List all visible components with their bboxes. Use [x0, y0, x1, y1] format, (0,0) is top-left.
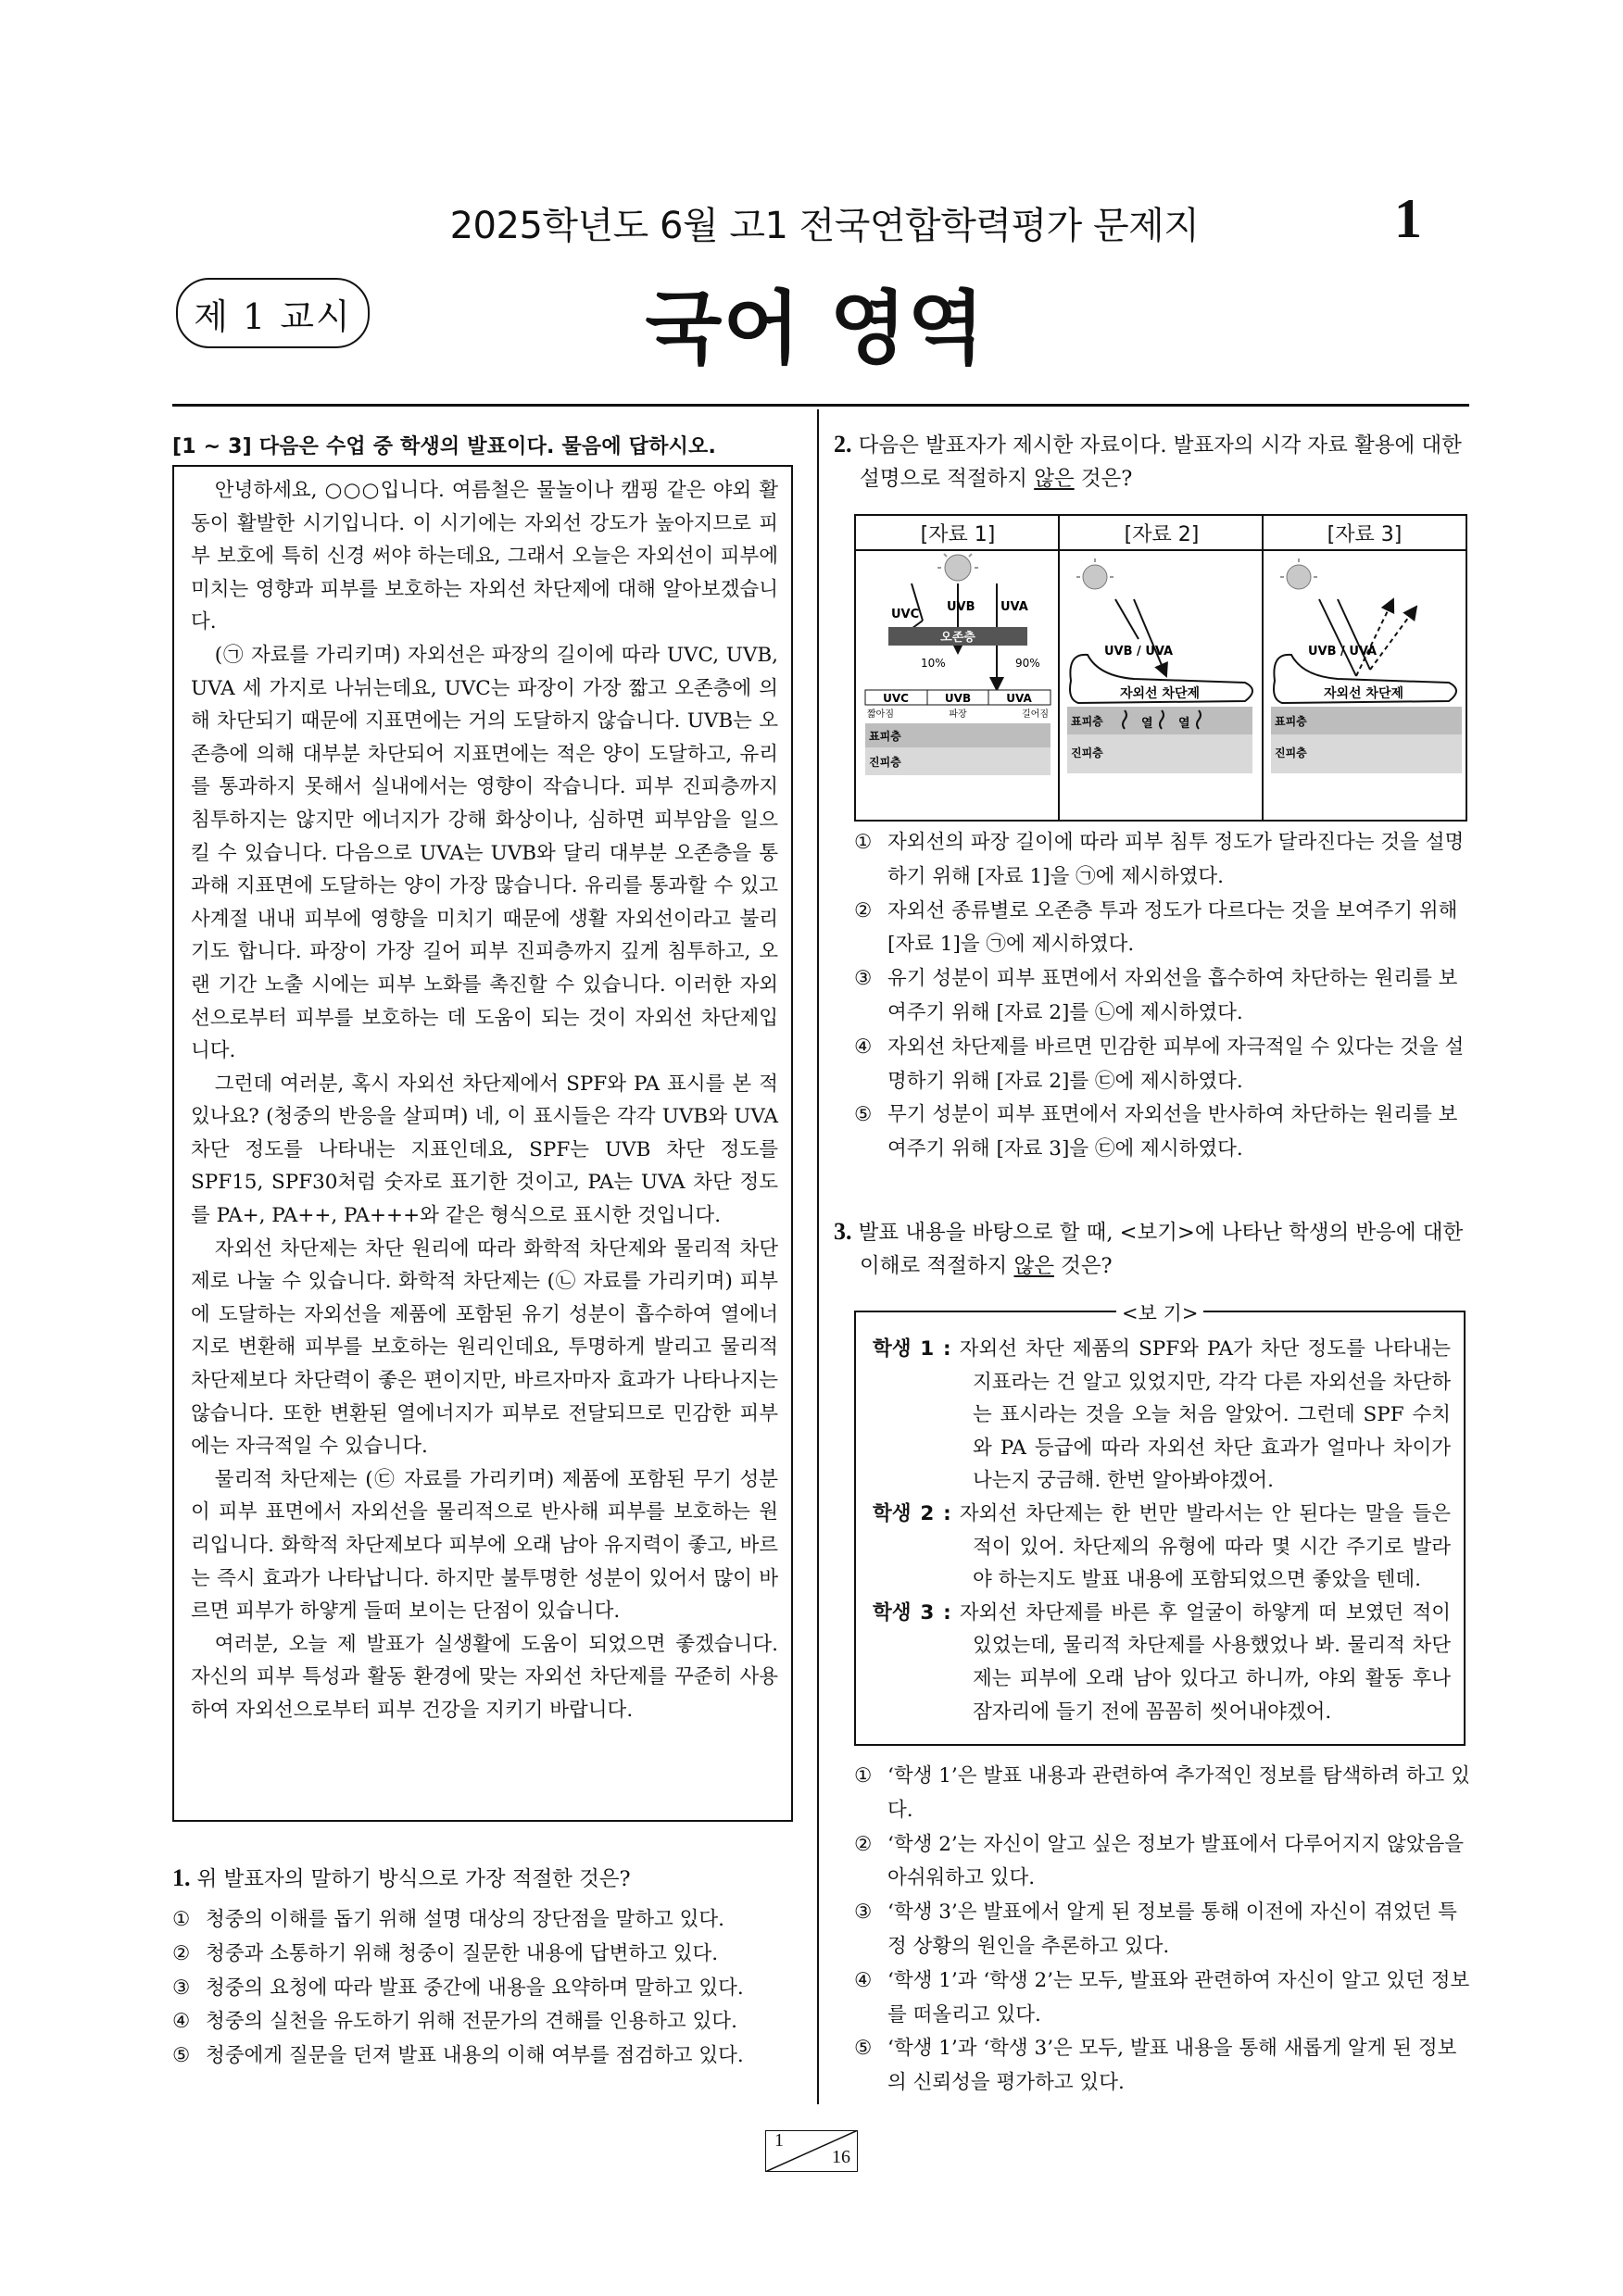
- choice-3[interactable]: [172, 1972, 812, 2006]
- choice-text: ‘학생 1’과 ‘학생 2’는 모두, 발표와 관련하여 자신이 알고 있던 정보를 떠올리고 있다.: [887, 1968, 1470, 2026]
- exam-title: 2025학년도 6월 고1 전국연합학력평가 문제지: [449, 205, 1200, 247]
- choice-text: ‘학생 1’은 발표 내용과 관련하여 추가적인 정보를 탐색하려 하고 있다.: [887, 1764, 1470, 1822]
- student-3-response: [873, 1597, 1451, 1728]
- choice-text: 청중의 이해를 돕기 위해 설명 대상의 장단점을 말하고 있다.: [206, 1908, 724, 1931]
- panel-2-diagram: [1067, 558, 1252, 773]
- choice-2[interactable]: [854, 1828, 1473, 1897]
- question-underline: 않은: [1013, 1254, 1054, 1278]
- p1-uva-label: UVA: [1000, 600, 1028, 614]
- header-divider: [172, 404, 1469, 407]
- choice-text: 유기 성분이 피부 표면에서 자외선을 흡수하여 차단하는 원리를 보여주기 위해 [자료 2]를 ㉡에 제시하였다.: [887, 967, 1458, 1024]
- choice-mark: ②: [172, 1941, 191, 1965]
- p2-dermis-label: 진피층: [1071, 747, 1103, 759]
- figure-uv-materials: [854, 514, 1467, 822]
- p1-bar-uvc: UVC: [883, 692, 909, 705]
- passage-paragraph: 안녕하세요, ○○○입니다. 여름철은 물놀이나 캠핑 같은 야외 활동이 활발한 시기입니다. 이 시기에는 자외선 강도가 높아지므로 피부 보호에 특히 신경 써야 하는데요, 그래서 오늘은 자외선이 피부에 미치는 영향과 피부를 보호하는 자외선 차단제에 대해 알아보겠습니다.: [191, 479, 778, 634]
- question-1-stem: [172, 1862, 812, 1896]
- choice-2[interactable]: [854, 895, 1473, 963]
- p3-epidermis-label: 표피층: [1275, 715, 1307, 728]
- p1-bar-uva: UVA: [1006, 692, 1032, 705]
- choice-mark: ③: [854, 1901, 873, 1925]
- panel-title-2: [자료 2]: [1060, 516, 1264, 551]
- choice-text: 청중과 소통하기 위해 청중이 질문한 내용에 답변하고 있다.: [206, 1941, 719, 1965]
- p1-long: 길어짐: [1022, 709, 1049, 720]
- p2-rays-label: UVB / UVA: [1104, 645, 1174, 659]
- sun-icon: [1280, 558, 1317, 589]
- choice-3[interactable]: [854, 1896, 1473, 1964]
- choice-4[interactable]: [172, 2005, 812, 2039]
- passage-heading: [1 ~ 3] 다음은 수업 중 학생의 발표이다. 물음에 답하시오.: [172, 435, 717, 458]
- question-text-end: 것은?: [1074, 467, 1133, 491]
- p2-heat-1: 열: [1141, 717, 1153, 731]
- student-3-text: 자외선 차단제를 바른 후 얼굴이 하얗게 떠 보였던 적이 있었는데, 물리적 차단제를 사용했었나 봐. 물리적 차단제는 피부에 오래 남아 있다고 하니까, 야외 활동 후나 잠자리에 들기 전에 꼼꼼히 씻어내야겠어.: [959, 1600, 1451, 1724]
- panel-1-diagram: [865, 551, 1051, 775]
- question-3-choices: [854, 1760, 1473, 2101]
- question-text: 다음은 발표자가 제시한 자료이다. 발표자의 시각 자료 활용에 대한 설명으로 적절하지: [858, 433, 1462, 491]
- p1-epidermis-label: 표피층: [869, 730, 901, 743]
- question-3: [834, 1215, 1473, 1283]
- subject-title: 국어 영역: [645, 282, 986, 375]
- column-divider: [817, 409, 819, 2104]
- page-indicator-current: 1: [774, 2130, 784, 2151]
- question-1: [172, 1862, 812, 2074]
- p1-uvb-label: UVB: [947, 600, 975, 614]
- p3-product-label: 자외선 차단제: [1323, 686, 1404, 701]
- question-2-choices: [854, 826, 1473, 1167]
- question-number: 1.: [172, 1864, 191, 1891]
- choice-text: 청중의 요청에 따라 발표 중간에 내용을 요약하며 말하고 있다.: [206, 1976, 744, 2000]
- choice-4[interactable]: [854, 1031, 1473, 1099]
- question-underline: 않은: [1034, 467, 1075, 491]
- passage-paragraph: (㉠ 자료를 가리키며) 자외선은 파장의 길이에 따라 UVC, UVB, UVA 세 가지로 나뉘는데요, UVC는 파장이 가장 짧고 오존층에 의해 차단되기 때문에 지표면에는 거의 도달하지 않습니다. UVB는 오존층에 의해 대부분 차단되어 지표면에는 적은 양이 도달하고, 유리를 통과하지 못해서 실내에서는 영향이 작습니다. 피부 진피층까지 침투하지는 않지만 에너지가 강해 화상이나, 심하면 피부암을 일으킬 수 있습니다. 다음으로 UVA는 UVB와 달리 대부분 오존층을 통과해 지표면에 도달하는 양이 가장 많습니다. 유리를 통과할 수 있고 사계절 내내 피부에 영향을 미치기 때문에 생활 자외선이라고 불리기도 합니다. 파장이 가장 길어 피부 진피층까지 깊게 침투하고, 오랜 기간 노출 시에는 피부 노화를 촉진할 수 있습니다. 이러한 자외선으로부터 피부를 보호하는 데 도움이 되는 것이 자외선 차단제입니다.: [191, 643, 778, 1063]
- question-text: 위 발표자의 말하기 방식으로 가장 적절한 것은?: [196, 1867, 631, 1891]
- p3-rays-label: UVB / UVA: [1308, 645, 1378, 659]
- p1-wavelength: 파장: [949, 709, 967, 720]
- choice-mark: ⑤: [854, 2037, 873, 2061]
- panel-title-1: [자료 1]: [856, 516, 1060, 551]
- passage-paragraph: 물리적 차단제는 (㉢ 자료를 가리키며) 제품에 포함된 무기 성분이 피부 표면에서 자외선을 물리적으로 반사해 피부를 보호하는 원리입니다. 화학적 차단제보다 피부에 오래 남아 유지력이 좋고, 바르는 즉시 효과가 나타납니다. 하지만 불투명한 성분이 있어서 많이 바르면 피부가 하얗게 들떠 보이는 단점이 있습니다.: [191, 1467, 778, 1624]
- choice-mark: ④: [854, 1035, 873, 1059]
- choice-3[interactable]: [854, 962, 1473, 1031]
- p1-ozone-label: 오존층: [940, 631, 975, 645]
- student-2-label: 학생 2 :: [873, 1501, 951, 1525]
- p2-heat-2: 열: [1178, 717, 1190, 731]
- choice-mark: ⑤: [854, 1103, 873, 1127]
- page-number: 1: [1394, 188, 1422, 249]
- choice-text: 자외선의 파장 길이에 따라 피부 침투 정도가 달라진다는 것을 설명하기 위해 [자료 1]을 ㉠에 제시하였다.: [887, 831, 1465, 888]
- passage-paragraph: 여러분, 오늘 제 발표가 실생활에 도움이 되었으면 좋겠습니다. 자신의 피부 특성과 활동 환경에 맞는 자외선 차단제를 꾸준히 사용하여 자외선으로부터 피부 건강을 지키기 바랍니다.: [191, 1632, 778, 1722]
- question-2: [834, 428, 1473, 496]
- passage-paragraph: 그런데 여러분, 혹시 자외선 차단제에서 SPF와 PA 표시를 본 적 있나요? (청중의 반응을 살피며) 네, 이 표시들은 각각 UVB와 UVA 차단 정도를 나타내는 지표인데요, SPF는 UVB 차단 정도를 SPF15, SPF30처럼 숫자로 표기한 것이고, PA는 UVA 차단 정도를 PA+, PA++, PA+++와 같은 형식으로 표시한 것입니다.: [191, 1072, 778, 1228]
- choice-text: ‘학생 3’은 발표에서 알게 된 정보를 통해 이전에 자신이 겪었던 특정 상황의 원인을 추론하고 있다.: [887, 1901, 1457, 1958]
- choice-mark: ①: [172, 1908, 191, 1931]
- p2-product-label: 자외선 차단제: [1119, 686, 1201, 701]
- choice-mark: ②: [854, 898, 873, 922]
- choice-mark: ①: [854, 831, 873, 854]
- choice-text: 청중의 실천을 유도하기 위해 전문가의 견해를 인용하고 있다.: [206, 2010, 737, 2034]
- passage-paragraph: 자외선 차단제는 차단 원리에 따라 화학적 차단제와 물리적 차단제로 나눌 수 있습니다. 화학적 차단제는 (㉡ 자료를 가리키며) 피부에 도달하는 자외선을 제품에 포함된 유기 성분이 흡수하여 열에너지로 변환해 피부를 보호하는 원리인데요, 투명하게 발리고 물리적 차단제보다 차단력이 좋은 편이지만, 바르자마자 효과가 나타나지는 않습니다. 또한 변환된 열에너지가 피부로 전달되므로 민감한 피부에는 자극적일 수 있습니다.: [191, 1236, 778, 1459]
- p1-short: 짧아짐: [867, 709, 894, 720]
- question-number: 3.: [834, 1218, 852, 1245]
- choice-mark: ③: [854, 967, 873, 991]
- student-1-label: 학생 1 :: [873, 1337, 951, 1361]
- period-label: 제 1 교시: [194, 295, 352, 337]
- p3-dermis-label: 진피층: [1275, 747, 1307, 759]
- question-2-stem: [834, 428, 1473, 496]
- choice-2[interactable]: [172, 1938, 812, 1972]
- p1-pct-right: 90%: [1015, 657, 1040, 670]
- choice-text: 자외선 차단제를 바르면 민감한 피부에 자극적일 수 있다는 것을 설명하기 위해 [자료 2]를 ㉢에 제시하였다.: [887, 1035, 1465, 1093]
- question-number: 2.: [834, 431, 852, 458]
- page-indicator-total: 16: [832, 2147, 850, 2167]
- student-1-text: 자외선 차단 제품의 SPF와 PA가 차단 정도를 나타내는 지표라는 건 알고 있었지만, 각각 다른 자외선을 차단하는 표시라는 것을 오늘 처음 알았어. 그런데 SPF 수치와 PA 등급에 따라 자외선 차단 효과가 얼마나 차이가 나는지 궁금해. 한번 알아봐야겠어.: [959, 1337, 1451, 1493]
- choice-1[interactable]: [854, 1760, 1473, 1828]
- period-badge: [176, 278, 370, 348]
- sun-icon: [1076, 558, 1113, 589]
- choice-mark: ②: [854, 1832, 873, 1856]
- choice-text: 자외선 종류별로 오존층 투과 정도가 다르다는 것을 보여주기 위해 [자료 1]을 ㉠에 제시하였다.: [887, 898, 1458, 957]
- choice-4[interactable]: [854, 1964, 1473, 2033]
- student-2-text: 자외선 차단제는 한 번만 발라서는 안 된다는 말을 들은 적이 있어. 차단제의 유형에 따라 몇 시간 주기로 발라야 하는지도 발표 내용에 포함되었으면 좋았을 텐데.: [959, 1501, 1451, 1592]
- student-2-response: [873, 1498, 1451, 1597]
- sun-icon: [937, 551, 978, 581]
- p1-uvc-label: UVC: [891, 608, 920, 621]
- p1-dermis-label: 진피층: [869, 756, 901, 769]
- choice-1[interactable]: [854, 826, 1473, 895]
- choice-mark: ①: [854, 1764, 873, 1788]
- student-3-label: 학생 3 :: [873, 1600, 951, 1625]
- choice-mark: ④: [854, 1968, 873, 1992]
- choice-1[interactable]: [172, 1903, 812, 1938]
- choice-mark: ⑤: [172, 2044, 191, 2068]
- choice-text: ‘학생 1’과 ‘학생 3’은 모두, 발표 내용을 통해 새롭게 알게 된 정보의 신뢰성을 평가하고 있다.: [887, 2037, 1457, 2095]
- panel-3-diagram: [1271, 558, 1462, 773]
- panel-title-3: [자료 3]: [1264, 516, 1466, 551]
- bogi-label: <보 기>: [1116, 1299, 1203, 1326]
- question-text: 발표 내용을 바탕으로 할 때, <보기>에 나타난 학생의 반응에 대한 이해로 적절하지: [858, 1221, 1464, 1278]
- figure-drawings: [856, 551, 1466, 820]
- choice-mark: ④: [172, 2010, 191, 2034]
- question-3-stem: [834, 1215, 1473, 1283]
- choice-5[interactable]: [854, 1098, 1473, 1167]
- p1-bar-uvb: UVB: [944, 692, 972, 705]
- choice-text: ‘학생 2’는 자신이 알고 싶은 정보가 발표에서 다루어지지 않았음을 아쉬워하고 있다.: [887, 1832, 1465, 1890]
- student-1-response: [873, 1333, 1451, 1498]
- choice-mark: ③: [172, 1976, 191, 2000]
- p2-epidermis-label: 표피층: [1071, 715, 1103, 728]
- passage-box: [172, 465, 793, 1822]
- choice-text: 청중에게 질문을 던져 발표 내용의 이해 여부를 점검하고 있다.: [206, 2044, 744, 2068]
- choice-text: 무기 성분이 피부 표면에서 자외선을 반사하여 차단하는 원리를 보여주기 위해 [자료 3]을 ㉢에 제시하였다.: [887, 1103, 1458, 1161]
- p1-pct-left: 10%: [921, 657, 946, 670]
- bogi-box: [854, 1311, 1466, 1746]
- choice-5[interactable]: [172, 2039, 812, 2074]
- choice-5[interactable]: [854, 2032, 1473, 2101]
- question-text-end: 것은?: [1053, 1254, 1113, 1278]
